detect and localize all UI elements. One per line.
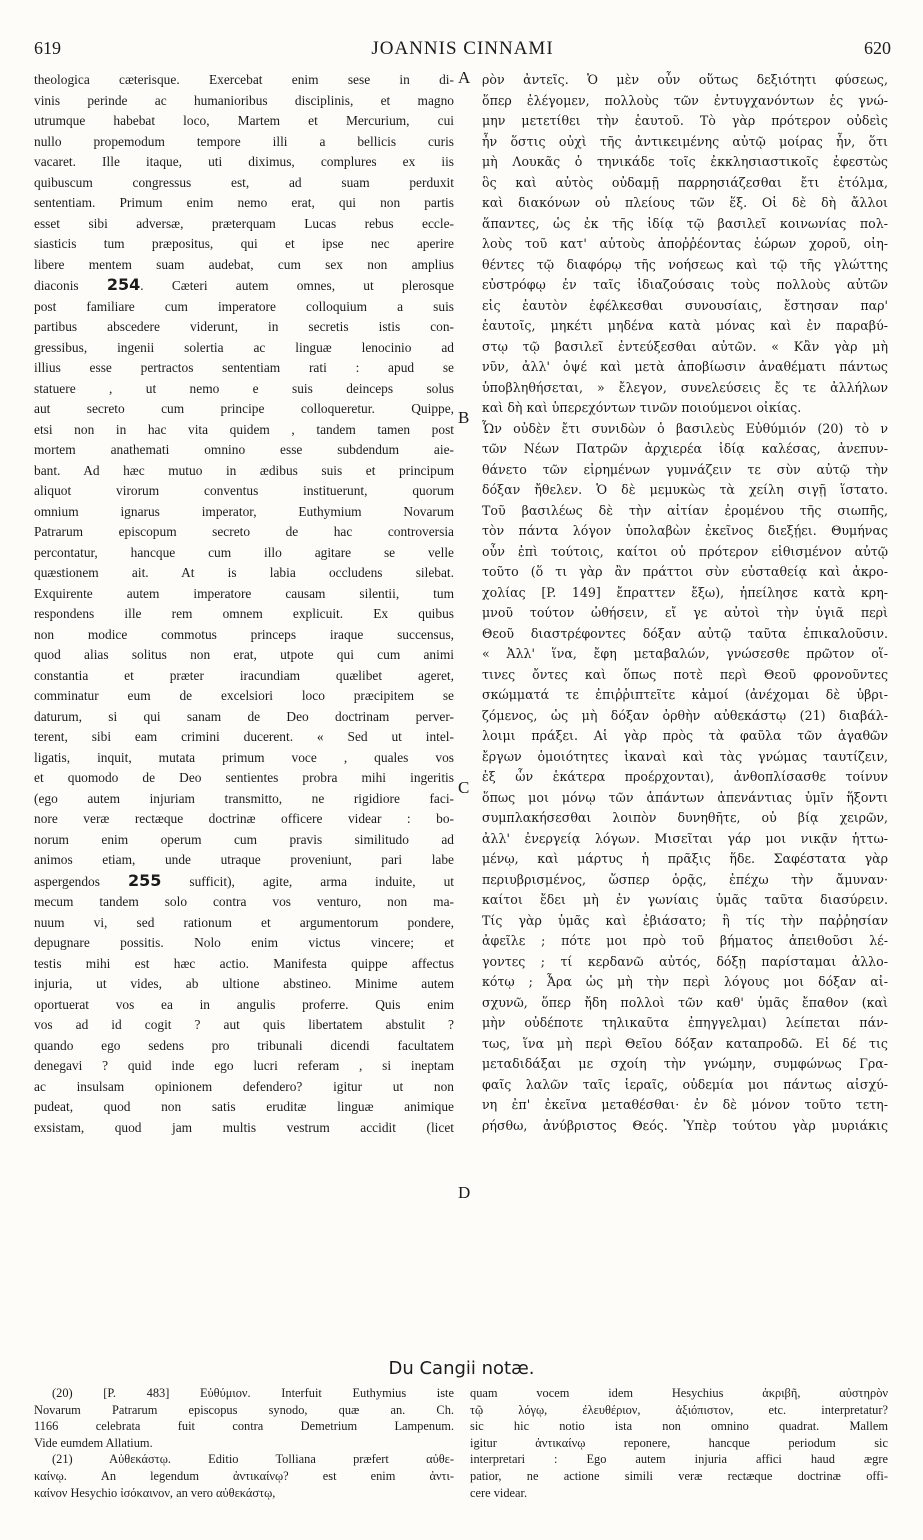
note-line: cere videar. (470, 1485, 528, 1500)
left-page-number: 619 (34, 38, 61, 58)
latin-line: depugnare possitis. Nolo enim victus vincere; et (34, 935, 454, 950)
latin-text-column (34, 70, 454, 1138)
latin-line: partibus abscedere viderunt, in secretis istis con- (34, 319, 454, 334)
notes-heading: Du Cangii notæ. (388, 1358, 535, 1379)
greek-line: τὸν πάντα λόγον ὑπολαβὼν ἐκεῖνος διεξῄει. Θυμήνας (482, 523, 888, 538)
latin-line: siasticis tum præpositus, qui et ipse nec aperire (34, 236, 454, 251)
greek-line: καὶ διακόνων οὐ πλείους τῶν ἕξ. Οἱ δὲ δὴ ἄλλοι (482, 195, 888, 210)
note-line: quam vocem idem Hesychius ἀκριβῆ, αὐστηρὸν (470, 1386, 888, 1400)
greek-line: νη ἐπ' ἐκεῖνα μεταθέσθαι· ἐν δὲ μόνον τοῦτο τετη- (482, 1097, 888, 1112)
greek-line: τως, ἵνα μὴ περὶ Θεῖου δόξαν καταπροδῶ. Εἰ δέ τις (482, 1035, 888, 1051)
greek-line: τινες ὄντες καὶ ὅπως ποτὲ περὶ Θεοῦ φρονοῦντες (482, 666, 888, 682)
greek-line: ὃς καὶ αὐτὸς οὐδαμῇ παρρησιάζεσθαι ἔτι ἐτόλμα, (482, 174, 888, 190)
greek-line: ἔργων ὁμοιότητες ἱκαναὶ καὶ τὰς γνώμας ταυτίζειν, (482, 748, 888, 764)
running-header (34, 38, 891, 64)
latin-line: nullo propemodum tempore illi a bellicis curis (34, 133, 454, 149)
greek-line: Τίς γὰρ ὑμᾶς καὶ ἐβιάσατο; ἢ τίς τὴν παῤῥησίαν (482, 912, 888, 928)
greek-line: « Ἀλλ' ἵνα, ἔφη μεταβαλών, γνώσεσθε πρῶτον οἵ- (482, 646, 888, 661)
latin-line: Patrarum episcopum secreto de hac controversia (34, 524, 454, 539)
greek-line: Τοῦ βασιλέως δὲ τὴν αἰτίαν ἐρομένου τῆς σιωπῆς, (482, 502, 888, 518)
greek-line: σχυνῶ, ὅπερ ἤδη πολλοὶ τῶν καθ' ὑμᾶς ἔπαθον (καὶ (482, 994, 888, 1010)
latin-line: comminatur eum de excelsiori loco præcipitem se (34, 688, 454, 703)
greek-line: περιυβρισμένος, ὥσπερ ὁρᾷς, ἐπέχω τὴν ἄμυναν· (482, 871, 888, 887)
notes-left-column (34, 1385, 454, 1501)
running-title: JOANNIS CINNAMI (371, 38, 554, 59)
greek-line: εἰς ἑαυτὸν ἐφέλκεσθαι συνουσίαις, ἔστησαν παρ' (482, 297, 888, 313)
right-page-number: 620 (864, 38, 891, 58)
greek-line: φαῖς λαλῶν ταῖς ἱεραῖς, οὐδεμία μοι πάντως αἰσχύ- (482, 1076, 888, 1092)
greek-line: λοὺς τοῦ κατ' αὐτοὺς ἀποῤῥέοντας ἑώρων χοροῦ, οἰη- (482, 236, 888, 251)
note-line: καίνῳ. An legendum ἀντικαίνῳ? est enim ἀντι- (34, 1468, 454, 1483)
latin-line: quibuscum congressus est, ad suam perduxit (34, 174, 454, 190)
note-line: (20) [P. 483] Εὐθύμιον. Interfuit Euthymius iste (52, 1386, 454, 1400)
latin-line: pudeat, quod non satis eruditæ linguæ animique (34, 1099, 454, 1114)
greek-line: ρὸν ἀντεῖς. Ὁ μὲν οὖν οὕτως δεξιότητι φύσεως, (482, 72, 888, 87)
greek-line: θέντες τῷ διαφόρῳ τῆς νοήσεως καὶ τῷ τῆς γλώττης (482, 256, 888, 272)
greek-line: ἑαυτοῖς, μηκέτι μηδένα κατὰ μόνας καὶ ἐν παραβύ- (482, 318, 888, 333)
latin-line: post familiare cum imperatore colloquium a suis (34, 298, 454, 314)
greek-line: ἐξ ὧν ἑκάτερα προέρχονται), ἀνθοπλίσασθε τοίνυν (482, 769, 888, 784)
latin-line: mortem anathemati omnino esse subdendum aie- (34, 442, 454, 457)
latin-line: (ego autem injuriam transmitto, ne rigidiore faci- (34, 790, 454, 806)
greek-line: μεταδιδάξαι με σχοίη τὴν γνώμην, συμφώνως Γρα- (482, 1056, 888, 1071)
greek-line: στῳ τῷ βασιλεῖ ἐντεύξεσθαι αὐτῶν. « Κἂν γὰρ μὴ (482, 338, 888, 354)
latin-line: norum enim operum cum pravis similitudo ad (34, 831, 454, 847)
greek-line: καὶ δὴ καὶ ὑπερεχόντων τινῶν ποιούμενοι οἰκίας. (482, 400, 802, 415)
greek-line: ρήσθω, ἀνύβριστος Θεός. Ὑπὲρ τούτου γὰρ μυριάκις (482, 1117, 888, 1133)
greek-line: μνοῦ τούτον ὠθήσειν, εἴ γε αὐτοὶ τὴν ὑγιᾶ περὶ (482, 605, 888, 620)
latin-line: utrumque habebat loco, Martem et Mercurium, cui (34, 113, 454, 128)
greek-line: ἀφεῖλε ; πότε μοι πρὸ τοῦ βήματος ἀπειθοῦσι λέ- (482, 933, 888, 948)
greek-line: λοιμι πράξει. Αἱ γὰρ πρὸς τὰ φαῦλα τῶν ἀγαθῶν (482, 728, 888, 743)
greek-line: ἀλλ' ἐνεργείᾳ λόγων. Μισεῖται γάρ μοι νικᾷν ἡττω- (482, 830, 888, 846)
latin-line: aut secreto cum principe colloqueretur. Quippe, (34, 401, 454, 416)
latin-line: injuria, ut vides, ab ultione abstineo. Minime autem (34, 976, 454, 991)
greek-line: ὅπερ ἐλέγομεν, πολλοὺς τῶν ἐντυγχανόντων ἐς γνώ- (482, 92, 888, 108)
greek-line: οὖν ἐπὶ τούτοις, καίτοι οὐ πρότερον εἰθισμένον αὐτῷ (482, 543, 888, 559)
notes-right-column (470, 1385, 888, 1501)
greek-line: σκώμματά τε ἐπιῤῥιπτεῖτε κἀμοί (ἀνέχομαι δὲ ὑβρι- (482, 687, 888, 702)
margin-letter-d: D (458, 1183, 471, 1202)
note-line: sic hic notio ista non omnino quadrat. Mallem (470, 1419, 888, 1434)
latin-line: respondens ille rem omnem explicuit. Ex quibus (34, 606, 454, 621)
latin-line: vacaret. Ille itaque, uti diximus, complures ex iis (34, 154, 454, 169)
latin-line: omnium ignarus imperator, Euthymium Novarum (34, 503, 454, 519)
latin-line: aspergendos 255 sufficit), agite, arma induite, ut (34, 870, 454, 890)
greek-line: ζόμενος, ὡς μὴ δόξαν ὀρθὴν αὐθεκάστῳ (21) διαβάλ- (482, 707, 888, 723)
greek-line: Θεοῦ διαστρέφοντες δόξαν αὐτῷ ταῦτα ἐπικαλοῦσιν. (482, 625, 888, 641)
latin-line: quando ego sedens pro tribunali dicendi facultatem (34, 1037, 454, 1053)
margin-letter-b: B (458, 408, 470, 427)
greek-line: εὐστρόφῳ ἐν ταῖς ἰδιαζούσαις τοὺς πολλοὺς αὐτῶν (482, 277, 888, 292)
note-line: Vide eumdem Allatium. (34, 1435, 153, 1450)
latin-line: esset sibi adversæ, præterquam Lucas rebus eccle- (34, 215, 454, 231)
latin-line: exsistam, quod jam multis vestrum accidit (licet (34, 1119, 454, 1135)
latin-line: etsi non in hac vita quidem , tandem tamen post (34, 421, 454, 437)
note-line: (21) Αὐθεκάστῳ. Editio Tolliana præfert αὐθε- (52, 1452, 454, 1467)
latin-line: ac insulsam opinionem defendero? igitur ut non (34, 1078, 454, 1094)
greek-line: χολίας [P. 149] ἔπραττεν ἔξω), ἠπείλησε κατὰ κρη- (482, 584, 888, 600)
greek-line: μὴν οὐδέποτε τηλικαῦτα ἐπηγγελμαι) λείπεται πάν- (482, 1015, 888, 1030)
latin-line: illius esse pertractos sententiam rati : apud se (34, 360, 454, 375)
latin-line: aliquot virorum conventus instituerunt, quorum (34, 483, 454, 498)
latin-line: animos etiam, unde utraque proveniunt, pari labe (34, 852, 454, 867)
latin-line: quæstionem ait. At is labia occludens silebat. (34, 565, 454, 580)
greek-line: θάνετο τῶν εἰρημένων γυμνάζειν τε σὺν αὐτῷ τὴν (482, 461, 888, 477)
latin-line: vinis perinde ac humanioribus disciplinis, et magno (34, 92, 454, 108)
latin-line: terent, sibi eam crimini ducerent. « Sed ut intel- (34, 729, 454, 744)
latin-line: constantia et præter iracundiam quælibet ageret, (34, 667, 454, 683)
greek-line: Ὧν οὐδὲν ἔτι συνιδὼν ὁ βασιλεὺς Εὐθύμιόν (20) τὸ ν (482, 420, 888, 436)
latin-line: daturum, si qui sanam de Deo doctrinam perver- (34, 708, 454, 724)
latin-line: statuere , ut nemo e suis deinceps solus (34, 380, 454, 396)
note-line: 1166 celebrata fuit contra Demetrium Lampenum. (34, 1419, 454, 1434)
note-line: Novarum Patrarum episcopus synodo, quæ an. Ch. (34, 1402, 454, 1417)
latin-line: mecum tandem solo contra vos venturo, non ma- (34, 894, 454, 909)
greek-line: μην μετετίθει τὴν ἑαυτοῦ. Τὸ γὰρ πρότερον οὐδεὶς (482, 113, 888, 128)
note-line: τῷ λόγῳ, ἐλευθέριον, ἀξιόπιστον, etc. interpretatur? (470, 1402, 888, 1417)
latin-line: non modice commotus princeps iraque succensus, (34, 626, 454, 642)
greek-line: δόξαν ἤθελεν. Ὁ δὲ μεμυκὼς τὰ χείλη σιγῇ ἵστατο. (482, 482, 888, 497)
latin-line: Exquirente autem imperatore causam silentii, tum (34, 585, 454, 601)
latin-line: oportuerat vos ea in angulis proferre. Quis enim (34, 996, 454, 1012)
latin-line: bant. Ad hæc mutuo in ædibus suis et principum (34, 462, 454, 478)
latin-line: et quomodo de Deo sentientes probra mihi ingeritis (34, 770, 454, 785)
greek-line: τῶν Νέων Πατρῶν ἀρχιερέα ἰδίᾳ καλέσας, ἀνεπυν- (482, 441, 888, 456)
latin-line: quod alias solitus non erat, utpote qui cum animi (34, 647, 454, 662)
latin-line: vos ad id cogit ? aut quis libertatem abstulit ? (34, 1017, 454, 1032)
greek-line: ὑποβληθήσεται, » ἔλεγον, συνελεύσεις ἔς τε ἀλλήλων (482, 379, 888, 395)
greek-line: καίτοι ἔδει μὴ ἐν γωνίαις ὑμᾶς ταῦτα διασύρειν. (482, 892, 888, 907)
greek-line: συμπλακήσεσθαι λοιπὸν δυνηθῆτε, οὐ βίᾳ χειρῶν, (482, 810, 888, 825)
latin-line: theologica cæterisque. Exercebat enim sese in di- (34, 72, 454, 87)
latin-line: diaconis 254. Cæteri autem omnes, ut plerosque (34, 275, 454, 294)
note-line: interpretari : Ego autem injuria affici haud ægre (470, 1452, 888, 1467)
latin-line: percontatur, hancque cum illo agitare se velle (34, 544, 454, 560)
greek-line: ὅπως μοι μόνῳ τῶν ἁπάντων ἀπενάντιας ὑμῖν ἥξοντι (482, 789, 888, 805)
latin-line: ligatis, inquit, mutata primum voce , quales vos (34, 749, 454, 765)
greek-line: νῦν, ἀλλ' ὀψέ καὶ μετὰ ἀποβίωσιν ἀναθέματι πάντως (482, 359, 888, 374)
greek-text-column (482, 70, 888, 1136)
greek-line: κότῳ ; Ἆρα ὡς μὴ τὴν περὶ λόγους μοι δόξαν αἰ- (482, 974, 888, 989)
greek-line: γοντες ; τί κερδανῶ αὐτός, δόξῃ παρίσταμαι ἀλλο- (482, 953, 888, 969)
margin-letter-c: C (458, 778, 470, 797)
latin-line: sententiam. Primum enim nemo erat, qui non partis (34, 195, 454, 210)
greek-line: μένῳ, καὶ μάρτυς ἡ πρᾶξις ἥδε. Σαφέστατα γὰρ (482, 851, 888, 866)
latin-line: testis mihi est hæc actio. Manifesta quippe affectus (34, 955, 454, 971)
latin-line: gressibus, ingenii solertia ac linguæ lenocinio ad (34, 339, 454, 355)
greek-line: ἅπαντες, ὡς ἐκ τῆς ἰδίᾳ τῷ βασιλεῖ κοινωνίας πολ- (482, 215, 888, 231)
note-line: καίνον Hesychio ἰσόκαινον, an vero αὐθεκάστῳ, (34, 1485, 276, 1500)
margin-letter-a: A (458, 68, 471, 87)
latin-line: nuum vi, sed rationum et argumentorum pondere, (34, 914, 454, 930)
latin-line: denegavi ? quid inde ego lucri referam , si ineptam (34, 1058, 454, 1073)
greek-line: ἦν ὅστις οὐχὶ τῆς ἀντικειμένης αὐτῷ μοίρας ἦν, ὅτι (482, 133, 888, 149)
greek-line: τοῦτο (ὅ τι γὰρ ἂν πράττοι σὺν εὐσταθείᾳ καὶ ἀκρο- (482, 564, 888, 579)
note-line: igitur ἀντικαίνῳ reponere, hancque periodum sic (470, 1435, 888, 1450)
note-line: patior, ne actione simili veræ rectæque doctrinæ offi- (470, 1468, 888, 1483)
greek-line: μὴ Λουκᾶς ὁ τηνικάδε τοῖς ἐκκλησιαστικοῖς ἐφεστὼς (482, 154, 888, 169)
latin-line: libere mentem suam audebat, cum sex non amplius (34, 256, 454, 272)
latin-line: nore veræ rectæque doctrinæ officere videar : bo- (34, 811, 454, 826)
